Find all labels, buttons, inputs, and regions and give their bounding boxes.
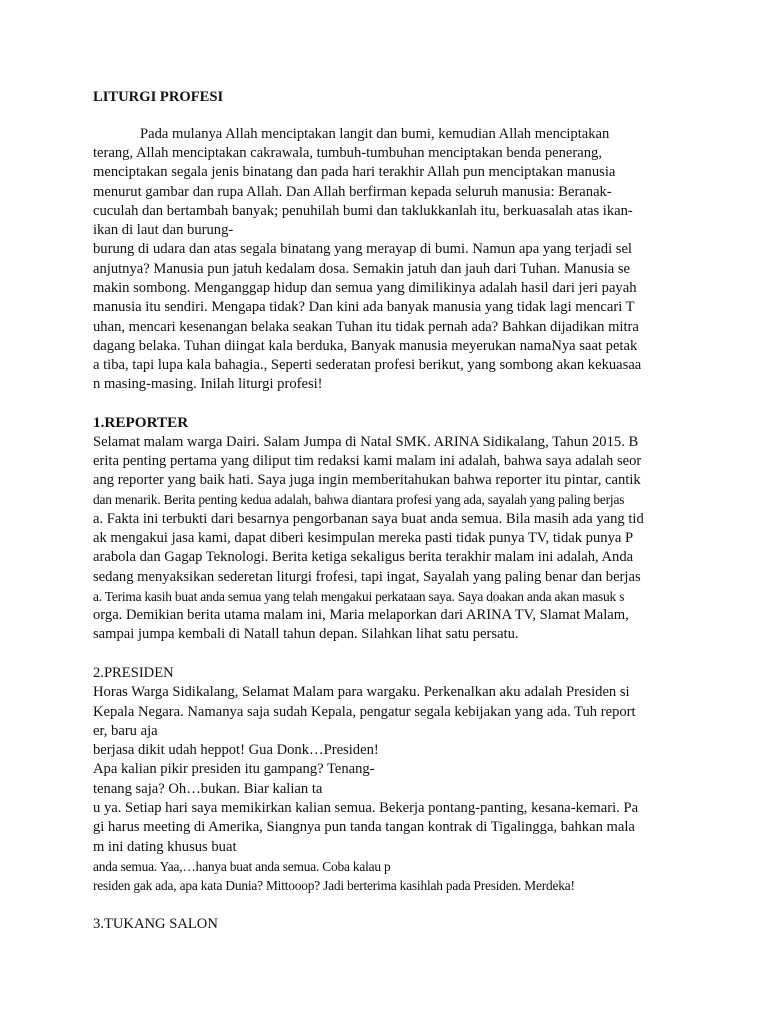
intro-line: burung di udara dan atas segala binatang yang merayap di bumi. Namun apa yang terjadi sel — [93, 241, 632, 257]
intro-line: makin sombong. Menganggap hidup dan semua yang dimilikinya adalah hasil dari jeri payah — [93, 280, 637, 296]
presiden-line: residen gak ada, apa kata Dunia? Mittooop? Jadi berterima kasihlah pada Presiden. Merdeka! — [93, 878, 575, 893]
reporter-line: a. Terima kasih buat anda semua yang telah mengakui perkataan saya. Saya doakan anda akan masuk s — [93, 589, 625, 604]
reporter-line: sampai jumpa kembali di Natall tahun depan. Silahkan lihat satu persatu. — [93, 626, 519, 642]
presiden-line: Kepala Negara. Namanya saja sudah Kepala, pengatur segala kebijakan yang ada. Tuh report — [93, 704, 636, 720]
intro-line: menciptakan segala jenis binatang dan pada hari terakhir Allah pun menciptakan manusia — [93, 164, 616, 180]
reporter-line: ak mengakui jasa kami, dapat diberi kesimpulan mereka pasti tidak punya TV, tidak punya P — [93, 530, 634, 546]
presiden-line: berjasa dikit udah heppot! Gua Donk…Presiden! — [93, 742, 379, 758]
presiden-line: Apa kalian pikir presiden itu gampang? Tenang- — [93, 761, 375, 777]
intro-line: a tiba, tapi lupa kala bahagia., Seperti sederatan profesi berikut, yang sombong akan kekuasaa — [93, 357, 642, 373]
intro-line: uhan, mencari kesenangan belaka seakan Tuhan itu tidak pernah ada? Bahkan dijadikan mitra — [93, 319, 639, 335]
intro-line: ikan di laut dan burung- — [93, 222, 234, 238]
reporter-line: dan menarik. Berita penting kedua adalah, bahwa diantara profesi yang ada, sayalah yang paling berjas — [93, 492, 625, 507]
reporter-line: a. Fakta ini terbukti dari besarnya pengorbanan saya buat anda semua. Bila masih ada yang tid — [93, 511, 644, 527]
reporter-line: erita penting pertama yang diliput tim redaksi kami malam ini adalah, bahwa saya adalah seor — [93, 453, 642, 469]
intro-line: terang, Allah menciptakan cakrawala, tumbuh-tumbuhan menciptakan benda penerang, — [93, 145, 602, 161]
reporter-line: ang reporter yang baik hati. Saya juga ingin memberitahukan bahwa reporter itu pintar, cantik — [93, 472, 641, 488]
presiden-line: er, baru aja — [93, 723, 158, 739]
reporter-line: sedang menyaksikan sederetan liturgi frofesi, tapi ingat, Sayalah yang paling benar dan berjas — [93, 569, 641, 585]
presiden-line: m ini dating khusus buat — [93, 839, 237, 855]
section-heading-presiden: 2.PRESIDEN — [93, 665, 174, 681]
intro-line: Pada mulanya Allah menciptakan langit dan bumi, kemudian Allah menciptakan — [140, 126, 610, 142]
reporter-line: arabola dan Gagap Teknologi. Berita ketiga sekaligus berita terakhir malam ini adalah, Anda — [93, 549, 634, 565]
intro-line: menurut gambar dan rupa Allah. Dan Allah berfirman kepada seluruh manusia: Beranak- — [93, 184, 612, 200]
section-heading-reporter: 1.REPORTER — [93, 414, 189, 431]
document-title: LITURGI PROFESI — [93, 89, 224, 105]
intro-line: dagang belaka. Tuhan diingat kala berduka, Banyak manusia meyerukan namaNya saat petak — [93, 338, 638, 354]
presiden-line: tenang saja? Oh…bukan. Biar kalian ta — [93, 781, 323, 797]
intro-line: manusia itu sendiri. Mengapa tidak? Dan kini ada banyak manusia yang tidak lagi mencari T — [93, 299, 635, 315]
intro-line: n masing-masing. Inilah liturgi profesi! — [93, 376, 323, 392]
presiden-line: gi harus meeting di Amerika, Siangnya pun tanda tangan kontrak di Tigalingga, bahkan mala — [93, 819, 635, 835]
presiden-line: Horas Warga Sidikalang, Selamat Malam para wargaku. Perkenalkan aku adalah Presiden si — [93, 684, 630, 700]
section-heading-tukang-salon: 3.TUKANG SALON — [93, 916, 218, 932]
intro-line: cuculah dan bertambah banyak; penuhilah bumi dan taklukkanlah itu, berkuasalah atas ikan- — [93, 203, 633, 219]
reporter-line: Selamat malam warga Dairi. Salam Jumpa di Natal SMK. ARINA Sidikalang, Tahun 2015. B — [93, 434, 639, 450]
presiden-line: u ya. Setiap hari saya memikirkan kalian semua. Bekerja pontang-panting, kesana-kemari. Pa — [93, 800, 639, 816]
presiden-line: anda semua. Yaa,…hanya buat anda semua. Coba kalau p — [93, 859, 391, 874]
intro-line: anjutnya? Manusia pun jatuh kedalam dosa. Semakin jatuh dan jauh dari Tuhan. Manusia se — [93, 261, 631, 277]
reporter-line: orga. Demikian berita utama malam ini, Maria melaporkan dari ARINA TV, Slamat Malam, — [93, 607, 629, 623]
